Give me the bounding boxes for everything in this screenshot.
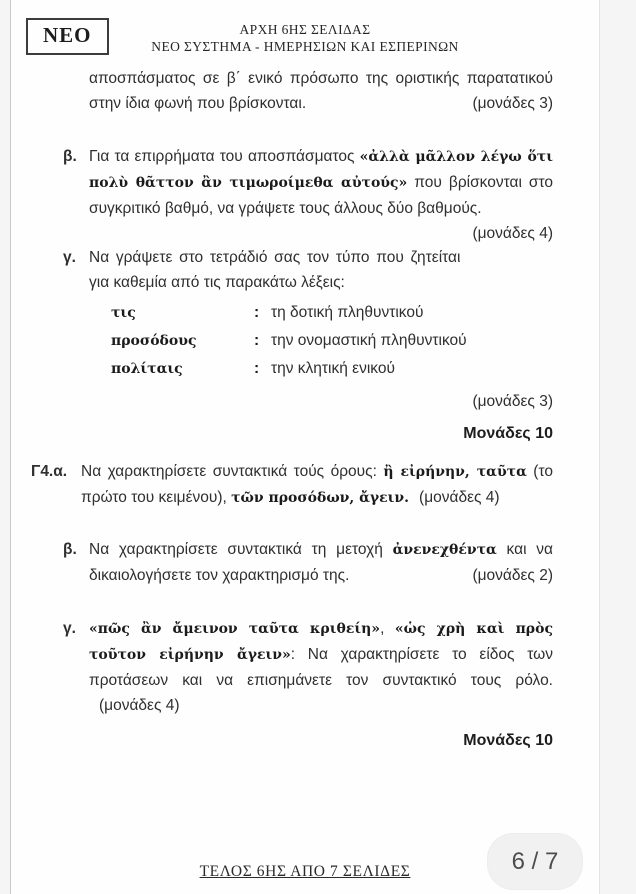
header-line-2: ΝΕΟ ΣΥΣΤΗΜΑ - ΗΜΕΡΗΣΙΩΝ ΚΑΙ ΕΣΠΕΡΙΝΩΝ: [151, 39, 459, 54]
lexeme-table: [111, 299, 553, 383]
question-g4a-bold2: τῶν προσόδων, ἄγειν.: [231, 490, 410, 506]
question-b: [63, 144, 553, 242]
question-g4a-mid: (το πρώτο του κειμένου),: [81, 463, 553, 506]
lexeme-form: την ονομαστική πληθυντικού: [271, 332, 467, 349]
question-b-post: που βρίσκονται στο συγκριτικό βαθμό, να γράψετε τους άλλους δύο βαθμούς.: [89, 174, 553, 217]
footer-end-text: ΤΕΛΟΣ 6ΗΣ ΑΠΟ 7 ΣΕΛΙΔΕΣ: [199, 863, 411, 880]
lexeme-row: [111, 355, 553, 383]
question-c-label: γ.: [63, 249, 76, 266]
header-line-1: ΑΡΧΗ 6ΗΣ ΣΕΛΙΔΑΣ: [239, 22, 371, 37]
question-c-text: Να γράψετε στο τετράδιό σας τον τύπο που ζητείται για καθεμία από τις παρακάτω λέξεις:: [89, 249, 461, 291]
marks-g4c: (μονάδες 4): [99, 697, 180, 714]
marks-c: (μονάδες 3): [472, 393, 553, 410]
question-a-continuation: [89, 66, 553, 116]
neo-badge: ΝΕΟ: [26, 18, 109, 55]
question-g4b: [63, 537, 553, 588]
total-marks-1: Μονάδες 10: [463, 425, 553, 442]
page-number-indicator: 6 / 7: [487, 833, 583, 890]
question-b-quote: «ἀλλὰ μᾶλλον λέγω ὅτι πολὺ θᾶττον ἂν τιμωροίμεθα αὐτούς»: [89, 149, 553, 191]
question-g4a-label: Γ4.α.: [31, 463, 68, 480]
lexeme-colon: :: [254, 332, 260, 349]
question-g4c-bold2: «ὡς χρὴ καὶ πρὸς τοῦτον εἰρήνην ἄγειν»: [89, 621, 553, 663]
marks-g4b: (μονάδες 2): [472, 567, 553, 584]
lexeme-colon: :: [254, 304, 260, 321]
question-g4c: [63, 616, 553, 718]
lexeme-word: τις: [111, 305, 136, 321]
question-g4b-label: β.: [63, 541, 77, 558]
lexeme-word: προσόδους: [111, 333, 197, 349]
question-g4c-mid: ,: [380, 620, 395, 637]
question-g4a: [31, 459, 553, 511]
marks-a: (μονάδες 3): [472, 95, 553, 112]
lexeme-colon: :: [254, 360, 260, 377]
continuation-text: αποσπάσματος σε β΄ ενικό πρόσωπο της οριστικής παρατατικού στην ίδια φωνή που βρίσκονται.: [89, 70, 553, 112]
exam-content: [11, 66, 599, 750]
question-b-label: β.: [63, 148, 77, 165]
question-g4c-post: : Να χαρακτηρίσετε το είδος των προτάσεων και να επισημάνετε τον συντακτικό τους ρόλο.: [89, 646, 553, 689]
question-g4c-bold1: «πῶς ἂν ἄμεινον ταῦτα κριθείη»: [89, 621, 381, 637]
exam-sheet: [10, 0, 600, 894]
question-g4b-bold: ἀνενεχθέντα: [392, 542, 497, 558]
question-g4b-post: και να δικαιολογήσετε τον χαρακτηρισμό της.: [89, 541, 553, 584]
question-c: [63, 245, 553, 295]
total-marks-2: Μονάδες 10: [463, 732, 553, 749]
lexeme-row: [111, 299, 553, 327]
marks-g4a: (μονάδες 4): [419, 489, 500, 506]
lexeme-form: τη δοτική πληθυντικού: [271, 304, 424, 321]
question-g4a-pre: Να χαρακτηρίσετε συντακτικά τούς όρους:: [81, 463, 384, 480]
question-g4b-pre: Να χαρακτηρίσετε συντακτικά τη μετοχή: [89, 541, 393, 558]
lexeme-word: πολίταις: [111, 361, 183, 377]
question-g4a-bold1: ἢ εἰρήνην, ταῦτα: [383, 464, 527, 480]
question-g4c-label: γ.: [63, 620, 76, 637]
marks-b: (μονάδες 4): [472, 225, 553, 242]
lexeme-form: την κλητική ενικού: [271, 360, 395, 377]
lexeme-row: [111, 327, 553, 355]
question-b-pre: Για τα επιρρήματα του αποσπάσματος: [89, 148, 360, 165]
